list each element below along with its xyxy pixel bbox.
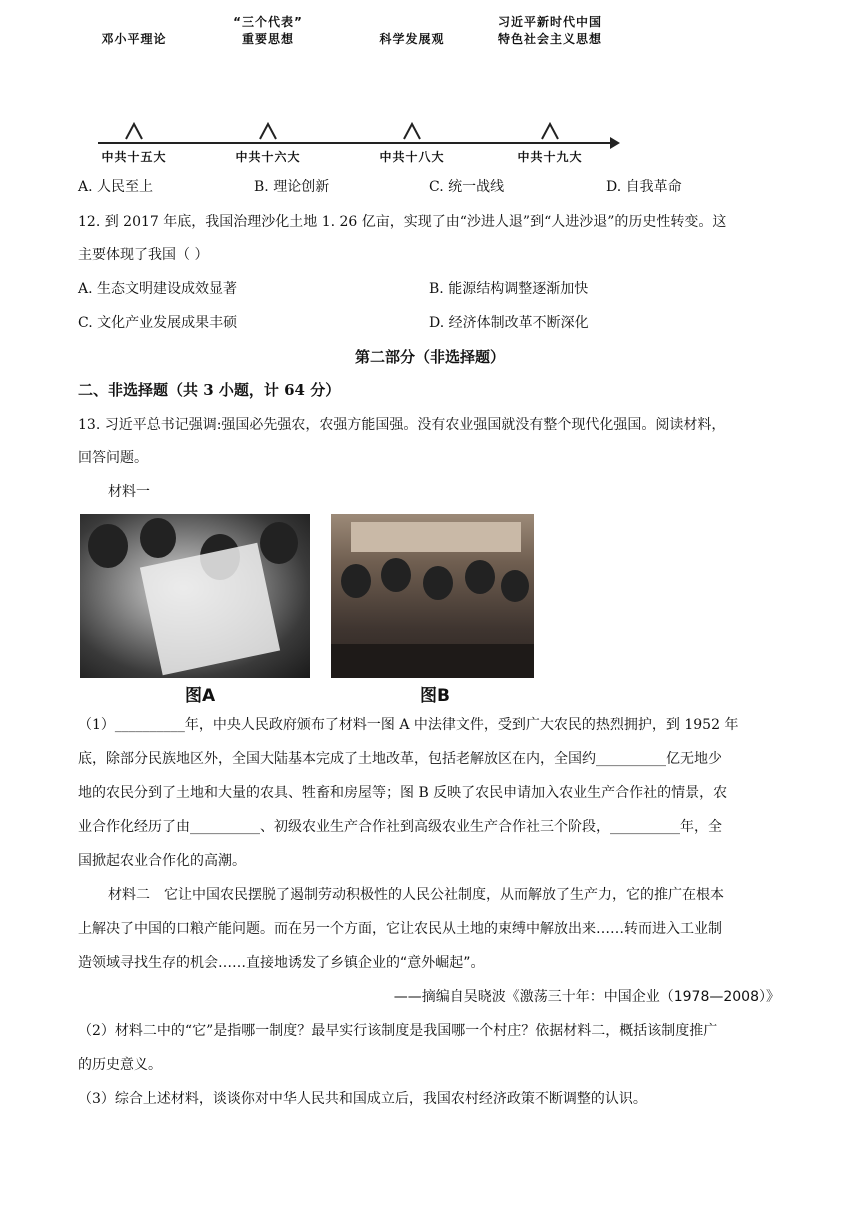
- q13-sub2-line: （2）材料二中的“它”是指哪一制度？最早实行该制度是我国哪一个村庄？依据材料二，概括该制度推广: [78, 1023, 718, 1039]
- material2-line: 造领域寻找生存的机会……直接地诱发了乡镇企业的“意外崛起”。: [78, 955, 485, 971]
- timeline-diagram: [90, 15, 620, 168]
- material2-source: ——摘编自吴晓波《激荡三十年：中国企业（1978—2008）》: [393, 989, 780, 1005]
- timeline-node-bottom: 中共十八大: [379, 150, 445, 164]
- q11-option-b[interactable]: B. 理论创新: [254, 179, 330, 195]
- caption-figure-a: 图A: [185, 686, 216, 706]
- timeline-node-top: 习近平新时代中国 特色社会主义思想: [497, 15, 602, 46]
- timeline-node-top: 邓小平理论: [101, 32, 167, 46]
- timeline-axis: [98, 142, 614, 144]
- section-heading: 二、非选择题（共 3 小题，计 64 分）: [78, 381, 341, 399]
- material1-label: 材料一: [108, 484, 150, 500]
- q13-stem-line2: 回答问题。: [78, 450, 148, 466]
- material2-line: 上解决了中国的口粮产能问题。而在另一个方面，它让农民从土地的束缚中解放出来……转而进入工业制: [78, 921, 722, 937]
- q13-sub3-line: （3）综合上述材料，谈谈你对中华人民共和国成立后，我国农村经济政策不断调整的认识。: [78, 1091, 647, 1107]
- photo-figure-b: [331, 514, 534, 678]
- timeline-node-bottom: 中共十五大: [101, 150, 167, 164]
- timeline-node-bottom: 中共十九大: [517, 150, 583, 164]
- timeline-node-bottom: 中共十六大: [235, 150, 301, 164]
- q12-option-c[interactable]: C. 文化产业发展成果丰硕: [78, 315, 238, 331]
- q11-option-c[interactable]: C. 统一战线: [429, 179, 505, 195]
- timeline-node-top: “三个代表” 重要思想: [233, 15, 303, 46]
- part-title: 第二部分（非选择题）: [354, 348, 505, 366]
- q13-sub1-line: 国掀起农业合作化的高潮。: [78, 853, 246, 869]
- q12-option-a[interactable]: A. 生态文明建设成效显著: [78, 281, 238, 297]
- triangle-marker-icon: [125, 122, 143, 140]
- q12-stem-line2: 主要体现了我国（ ）: [78, 247, 209, 263]
- q12-option-b[interactable]: B. 能源结构调整逐渐加快: [429, 281, 589, 297]
- triangle-marker-icon: [541, 122, 559, 140]
- q11-option-a[interactable]: A. 人民至上: [78, 179, 154, 195]
- photo-figure-a: [80, 514, 310, 678]
- timeline-node-top: 科学发展观: [379, 32, 445, 46]
- triangle-marker-icon: [259, 122, 277, 140]
- material2-line: 材料二 它让中国农民摆脱了遏制劳动积极性的人民公社制度，从而解放了生产力，它的推广在根本: [108, 887, 724, 903]
- q12-stem-line1: 12. 到 2017 年底，我国治理沙化土地 1. 26 亿亩，实现了由“沙进人退”到“人进沙退”的历史性转变。这: [78, 214, 727, 230]
- q12-option-d[interactable]: D. 经济体制改革不断深化: [429, 315, 589, 331]
- q13-stem-line1: 13. 习近平总书记强调:强国必先强农，农强方能国强。没有农业强国就没有整个现代化强国。阅读材料，: [78, 417, 726, 433]
- q13-sub2-line: 的历史意义。: [78, 1057, 162, 1073]
- triangle-marker-icon: [403, 122, 421, 140]
- q11-option-d[interactable]: D. 自我革命: [606, 179, 682, 195]
- q13-sub1-line: （1）__________年，中央人民政府颁布了材料一图 A 中法律文件，受到广大农民的热烈拥护，到 1952 年: [78, 717, 739, 733]
- q13-sub1-line: 地的农民分到了土地和大量的农具、牲畜和房屋等；图 B 反映了农民申请加入农业生产合作社的情景，农: [78, 785, 728, 801]
- q13-sub1-line: 业合作化经历了由__________、初级农业生产合作社到高级农业生产合作社三个阶段，__________年，全: [78, 819, 722, 835]
- q13-sub1-line: 底，除部分民族地区外，全国大陆基本完成了土地改革，包括老解放区在内，全国约__________亿无地少: [78, 751, 722, 767]
- caption-figure-b: 图B: [420, 686, 450, 706]
